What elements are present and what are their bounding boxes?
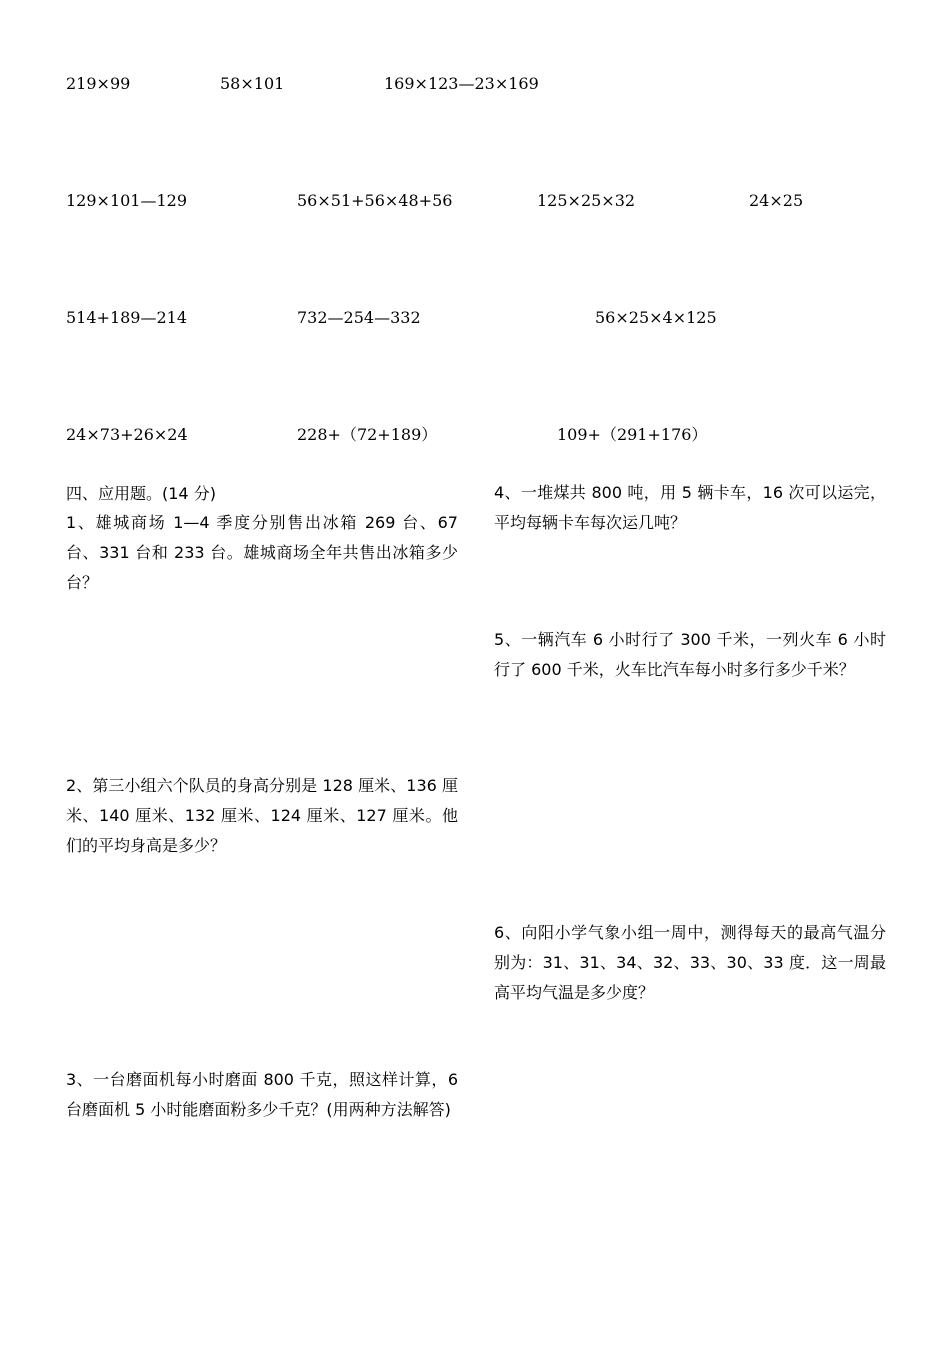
calc-r3-1: 514+189—214 bbox=[66, 308, 188, 327]
calc-r1-1: 219×99 bbox=[66, 74, 131, 93]
calc-r3-2: 732—254—332 bbox=[297, 308, 421, 327]
problem-5: 5、一辆汽车 6 小时行了 300 千米，一列火车 6 小时行了 600 千米，火车比汽车每小时多行多少千米？ bbox=[494, 630, 886, 679]
calc-r2-1: 129×101—129 bbox=[66, 191, 188, 210]
calc-r2-3: 125×25×32 bbox=[537, 191, 636, 210]
problem-2: 2、第三小组六个队员的身高分别是 128 厘米、136 厘米、140 厘米、132 厘米、124 厘米、127 厘米。他们的平均身高是多少？ bbox=[66, 776, 458, 855]
section-title: 四、应用题。(14 分) bbox=[66, 484, 216, 503]
problem-1: 1、雄城商场 1—4 季度分别售出冰箱 269 台、67 台、331 台和 233 台。雄城商场全年共售出冰箱多少台？ bbox=[66, 513, 458, 592]
problem-6: 6、向阳小学气象小组一周中，测得每天的最高气温分别为：31、31、34、32、33、30、33 度．这一周最高平均气温是多少度？ bbox=[494, 923, 886, 1002]
calc-r4-1: 24×73+26×24 bbox=[66, 425, 188, 444]
problem-4: 4、一堆煤共 800 吨，用 5 辆卡车，16 次可以运完，平均每辆卡车每次运几吨？ bbox=[494, 483, 886, 532]
calc-r2-2: 56×51+56×48+56 bbox=[297, 191, 453, 210]
calc-r1-3: 169×123—23×169 bbox=[384, 74, 539, 93]
calc-r1-2: 58×101 bbox=[220, 74, 285, 93]
calc-r4-3: 109+（291+176） bbox=[557, 425, 708, 444]
calc-r4-2: 228+（72+189） bbox=[297, 425, 438, 444]
calc-r2-4: 24×25 bbox=[749, 191, 804, 210]
calc-r3-3: 56×25×4×125 bbox=[595, 308, 717, 327]
problem-3: 3、一台磨面机每小时磨面 800 千克，照这样计算，6 台磨面机 5 小时能磨面粉多少千克？(用两种方法解答) bbox=[66, 1070, 458, 1119]
